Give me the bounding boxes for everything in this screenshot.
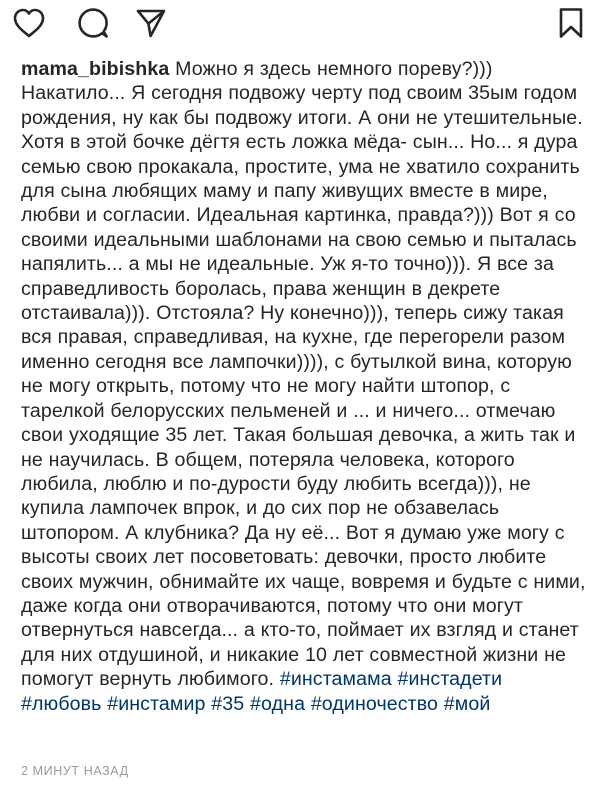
caption-text: Можно я здесь немного пореву?))) Накатило... Я сегодня подвожу черту под своим 35ым годом рождения, ну как бы подвожу итоги. А они не утешительные. Хотя в этой бочке дёгтя есть ложка мёда- сын... Но... я дура семью свою прокакала, простите, ума не хватило сохранить для сына любящих маму и папу живущих вместе в мире, любви и согласии. Идеальная картинка, правда?))) Вот я со своими идеальными шаблонами на свою семью и пыталась напялить... а мы не идеальные. Уж я-то точно))). Я все за справедливость боролась, права женщин в декрете отстаивала))). Отстояла? Ну конечно))), теперь сижу такая вся правая, справедливая, на кухне, где перегорели разом именно сегодня все лампочки)))), с бутылкой вина, которую не могу открыть, потому что не могу найти штопор, с тарелкой белорусских пельменей и ... и ничего... отмечаю свои уходящие 35 лет. Такая большая девочка, а жить так и не научилась. В общем, потеряла человека, которого любила, люблю и по-дурости буду любить всегда))), не купила лампочек впрок, и до сих пор не обзавелась штопором. А клубника? Да ну её... Вот я думаю уже могу с высоты своих лет посоветовать: девочки, просто любите своих мужчин, обнимайте их чаще, вовремя и будьте с ними, даже когда они отворачиваются, потому что они могут отвернуться навсегда... а кто-то, поймает их взгляд и станет для них отдушиной, и никакие 10 лет совместной жизни не помогут вернуть любимого. bbox=[21, 58, 586, 691]
speech-bubble-icon bbox=[77, 7, 109, 39]
hashtag-link[interactable]: #одиночество bbox=[310, 692, 439, 715]
hashtag-link[interactable]: #мой bbox=[443, 692, 491, 715]
like-button[interactable] bbox=[10, 4, 48, 42]
bookmark-icon bbox=[558, 7, 584, 39]
post-caption bbox=[21, 57, 587, 716]
post-action-bar bbox=[0, 0, 600, 50]
hashtag-link[interactable]: #одна bbox=[250, 692, 306, 715]
share-button[interactable] bbox=[132, 4, 170, 42]
save-button[interactable] bbox=[552, 4, 590, 42]
heart-icon bbox=[13, 8, 45, 38]
username-link[interactable]: mama_bibishka bbox=[21, 58, 170, 80]
hashtag-link[interactable]: #инстамама bbox=[279, 668, 392, 691]
hashtag-link[interactable]: #35 bbox=[211, 692, 245, 715]
post-timestamp[interactable]: 2 МИНУТ НАЗАД bbox=[21, 764, 129, 778]
paper-plane-icon bbox=[136, 8, 166, 38]
comment-button[interactable] bbox=[74, 4, 112, 42]
hashtag-link[interactable]: #любовь bbox=[21, 692, 102, 715]
hashtag-link[interactable]: #инстадети bbox=[397, 668, 503, 691]
hashtag-link[interactable]: #инстамир bbox=[107, 692, 206, 715]
